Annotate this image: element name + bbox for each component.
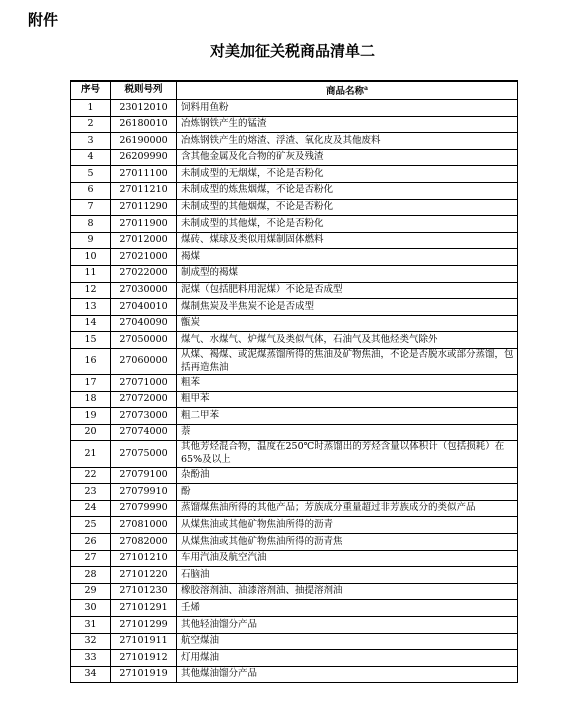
product-name-cell: 其他芳烃混合物，温度在250℃时蒸馏出的芳烃含量以体积计（包括损耗）在65%及以上 [177, 441, 518, 467]
table-row [71, 600, 518, 617]
footnote-mark: a [364, 84, 368, 92]
tariff-code-cell: 27101210 [111, 550, 177, 567]
tariff-code-cell: 26190000 [111, 133, 177, 150]
serial-number-cell: 15 [71, 332, 111, 349]
tariff-code-cell: 27073000 [111, 408, 177, 425]
product-name-cell: 煤砖、煤球及类似用煤制固体燃料 [177, 232, 518, 249]
product-name-cell: 其他煤油馏分产品 [177, 666, 518, 683]
product-name-cell: 粗二甲苯 [177, 408, 518, 425]
product-name-cell: 未制成型的无烟煤，不论是否粉化 [177, 166, 518, 183]
table-row [71, 666, 518, 683]
serial-number-cell: 1 [71, 100, 111, 117]
serial-number-cell: 26 [71, 534, 111, 551]
product-name-cell: 饲料用鱼粉 [177, 100, 518, 117]
tariff-code-cell: 27082000 [111, 534, 177, 551]
table-row [71, 332, 518, 349]
table-row [71, 232, 518, 249]
table-row [71, 100, 518, 117]
tariff-code-cell: 23012010 [111, 100, 177, 117]
product-name-cell: 冶炼钢铁产生的锰渣 [177, 116, 518, 133]
tariff-code-cell: 27071000 [111, 375, 177, 392]
product-name-cell: 未制成型的其他煤，不论是否粉化 [177, 216, 518, 233]
table-header-row [71, 81, 518, 100]
table-row [71, 216, 518, 233]
table-row [71, 617, 518, 634]
product-name-cell: 未制成型的炼焦烟煤，不论是否粉化 [177, 182, 518, 199]
table-row [71, 391, 518, 408]
tariff-code-cell: 27101299 [111, 617, 177, 634]
product-name-cell: 粗苯 [177, 375, 518, 392]
table-body [71, 100, 518, 683]
product-name-cell: 杂酚油 [177, 467, 518, 484]
table-row [71, 408, 518, 425]
product-name-cell: 冶炼钢铁产生的熔渣、浮渣、氧化皮及其他废料 [177, 133, 518, 150]
serial-number-cell: 9 [71, 232, 111, 249]
serial-number-cell: 3 [71, 133, 111, 150]
tariff-code-cell: 27040090 [111, 315, 177, 332]
product-name-cell: 灯用煤油 [177, 650, 518, 667]
tariff-code-cell: 27011290 [111, 199, 177, 216]
tariff-code-cell: 27074000 [111, 424, 177, 441]
product-name-cell: 从煤焦油或其他矿物焦油所得的沥青 [177, 517, 518, 534]
product-name-cell: 壬烯 [177, 600, 518, 617]
tariff-code-cell: 27021000 [111, 249, 177, 266]
tariff-code-cell: 27011100 [111, 166, 177, 183]
serial-number-cell: 19 [71, 408, 111, 425]
serial-number-cell: 6 [71, 182, 111, 199]
serial-number-cell: 34 [71, 666, 111, 683]
tariff-code-cell: 27101911 [111, 633, 177, 650]
serial-number-cell: 30 [71, 600, 111, 617]
product-name-cell: 萘 [177, 424, 518, 441]
product-name-cell: 制成型的褐煤 [177, 265, 518, 282]
table-row [71, 375, 518, 392]
tariff-code-cell: 27079990 [111, 500, 177, 517]
product-name-cell: 煤制焦炭及半焦炭不论是否成型 [177, 299, 518, 316]
tariff-code-cell: 27011210 [111, 182, 177, 199]
table-row [71, 583, 518, 600]
product-name-cell: 酚 [177, 484, 518, 501]
tariff-code-cell: 27072000 [111, 391, 177, 408]
table-row [71, 133, 518, 150]
serial-number-cell: 16 [71, 348, 111, 374]
table-row [71, 199, 518, 216]
product-name-cell: 甑炭 [177, 315, 518, 332]
table-row [71, 484, 518, 501]
serial-number-cell: 23 [71, 484, 111, 501]
table-row [71, 299, 518, 316]
product-name-cell: 从煤焦油或其他矿物焦油所得的沥青焦 [177, 534, 518, 551]
tariff-code-cell: 27075000 [111, 441, 177, 467]
product-name-cell: 煤气、水煤气、炉煤气及类似气体，石油气及其他烃类气除外 [177, 332, 518, 349]
annex-label: 附件 [28, 11, 59, 29]
header-product-name [177, 81, 518, 100]
serial-number-cell: 4 [71, 149, 111, 166]
serial-number-cell: 2 [71, 116, 111, 133]
tariff-code-cell: 26209990 [111, 149, 177, 166]
tariff-code-cell: 27081000 [111, 517, 177, 534]
table-row [71, 315, 518, 332]
tariff-code-cell: 27079100 [111, 467, 177, 484]
tariff-code-cell: 27101291 [111, 600, 177, 617]
serial-number-cell: 8 [71, 216, 111, 233]
tariff-code-cell: 27079910 [111, 484, 177, 501]
serial-number-cell: 11 [71, 265, 111, 282]
serial-number-cell: 32 [71, 633, 111, 650]
tariff-code-cell: 27011900 [111, 216, 177, 233]
header-product-name-text: 商品名称 [326, 85, 365, 97]
serial-number-cell: 24 [71, 500, 111, 517]
header-tariff-code: 税则号列 [111, 81, 177, 100]
tariff-code-cell: 27030000 [111, 282, 177, 299]
table-row [71, 116, 518, 133]
tariff-code-cell: 27060000 [111, 348, 177, 374]
table-row [71, 467, 518, 484]
table-row [71, 166, 518, 183]
table-row [71, 441, 518, 467]
table-row [71, 249, 518, 266]
product-name-cell: 航空煤油 [177, 633, 518, 650]
serial-number-cell: 17 [71, 375, 111, 392]
serial-number-cell: 5 [71, 166, 111, 183]
serial-number-cell: 27 [71, 550, 111, 567]
product-name-cell: 蒸馏煤焦油所得的其他产品；芳族成分重量超过非芳族成分的类似产品 [177, 500, 518, 517]
table-row [71, 282, 518, 299]
tariff-code-cell: 27101230 [111, 583, 177, 600]
table-row [71, 550, 518, 567]
tariff-code-cell: 27101919 [111, 666, 177, 683]
serial-number-cell: 21 [71, 441, 111, 467]
serial-number-cell: 28 [71, 567, 111, 584]
tariff-code-cell: 27101912 [111, 650, 177, 667]
product-name-cell: 从煤、褐煤、或泥煤蒸馏所得的焦油及矿物焦油，不论是否脱水或部分蒸馏，包括再造焦油 [177, 348, 518, 374]
serial-number-cell: 20 [71, 424, 111, 441]
product-name-cell: 褐煤 [177, 249, 518, 266]
product-name-cell: 其他轻油馏分产品 [177, 617, 518, 634]
product-name-cell: 橡胶溶剂油、油漆溶剂油、抽提溶剂油 [177, 583, 518, 600]
table-row [71, 633, 518, 650]
product-name-cell: 粗甲苯 [177, 391, 518, 408]
product-name-cell: 含其他金属及化合物的矿灰及残渣 [177, 149, 518, 166]
table-row [71, 182, 518, 199]
table-row [71, 500, 518, 517]
serial-number-cell: 29 [71, 583, 111, 600]
serial-number-cell: 22 [71, 467, 111, 484]
tariff-code-cell: 26180010 [111, 116, 177, 133]
header-serial-number: 序号 [71, 81, 111, 100]
tariff-code-cell: 27040010 [111, 299, 177, 316]
table-row [71, 517, 518, 534]
serial-number-cell: 10 [71, 249, 111, 266]
product-name-cell: 未制成型的其他烟煤，不论是否粉化 [177, 199, 518, 216]
tariff-code-cell: 27050000 [111, 332, 177, 349]
serial-number-cell: 33 [71, 650, 111, 667]
tariff-goods-table [70, 80, 518, 683]
serial-number-cell: 13 [71, 299, 111, 316]
product-name-cell: 车用汽油及航空汽油 [177, 550, 518, 567]
serial-number-cell: 25 [71, 517, 111, 534]
table-row [71, 424, 518, 441]
tariff-code-cell: 27012000 [111, 232, 177, 249]
table-row [71, 534, 518, 551]
serial-number-cell: 7 [71, 199, 111, 216]
product-name-cell: 石脑油 [177, 567, 518, 584]
serial-number-cell: 18 [71, 391, 111, 408]
table-row [71, 149, 518, 166]
serial-number-cell: 31 [71, 617, 111, 634]
serial-number-cell: 12 [71, 282, 111, 299]
tariff-code-cell: 27022000 [111, 265, 177, 282]
tariff-code-cell: 27101220 [111, 567, 177, 584]
table-row [71, 265, 518, 282]
product-name-cell: 泥煤（包括肥料用泥煤）不论是否成型 [177, 282, 518, 299]
page-title: 对美加征关税商品清单二 [209, 42, 375, 60]
serial-number-cell: 14 [71, 315, 111, 332]
table-row [71, 650, 518, 667]
table-row [71, 348, 518, 374]
table-row [71, 567, 518, 584]
